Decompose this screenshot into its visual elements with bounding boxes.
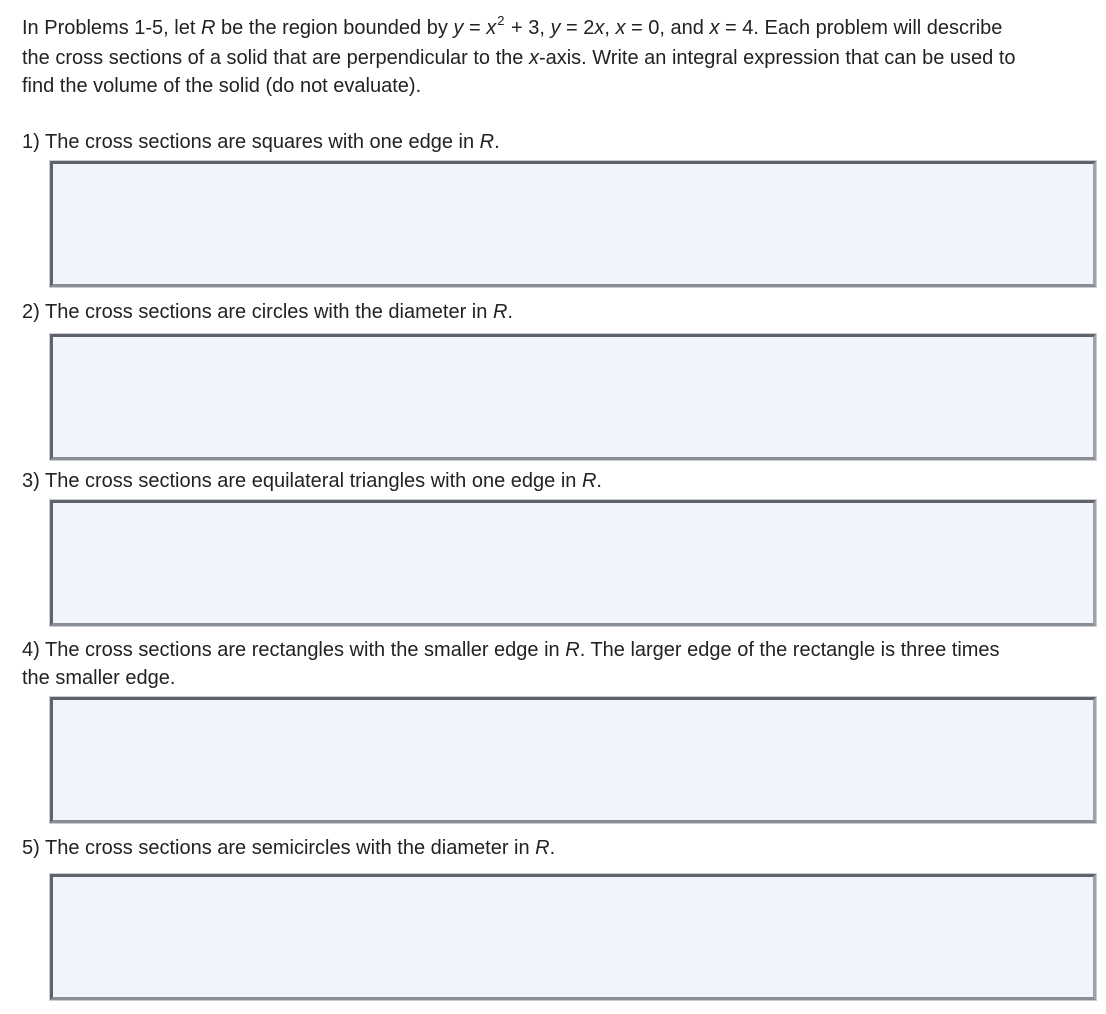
question-4-prompt: 4) The cross sections are rectangles with the smaller edge in R. The larger edge of the rectangle is three times the smaller edge.: [22, 639, 1000, 689]
intro-text: =: [463, 17, 487, 39]
intro-text: = 4. Each problem will describe the cross sections of a solid that are perpendicular to the: [22, 17, 1003, 69]
intro-var-x: x: [528, 47, 539, 69]
question-4-answer-input[interactable]: [50, 697, 1096, 823]
intro-text: be the region bounded by: [215, 17, 454, 39]
question-2-prompt: 2) The cross sections are circles with the diameter in R.: [22, 301, 513, 323]
intro-text: In Problems 1-5, let: [22, 17, 201, 39]
intro-var-y: y: [550, 17, 561, 39]
question-1-prompt: 1) The cross sections are squares with one edge in R.: [22, 131, 500, 153]
intro-var-x: x: [594, 17, 605, 39]
intro-text: -axis. Write an integral expression that can be used to find the volume of the solid (do not evaluate).: [22, 47, 1016, 97]
question-5-answer-input[interactable]: [50, 874, 1096, 1000]
intro-text: = 0, and: [625, 17, 710, 39]
intro-var-x: x: [615, 17, 626, 39]
intro-var-y: y: [453, 17, 464, 39]
intro-var-r: R: [200, 17, 216, 39]
problem-instructions: [22, 14, 1022, 100]
intro-text: ,: [604, 17, 616, 39]
intro-text: + 3,: [505, 17, 551, 39]
intro-var-x: x: [709, 17, 720, 39]
question-3-answer-input[interactable]: [50, 500, 1096, 626]
question-2-answer-input[interactable]: [50, 334, 1096, 460]
intro-var-x: x: [486, 17, 497, 39]
intro-exponent: 2: [497, 13, 505, 28]
intro-text: = 2: [560, 17, 595, 39]
question-5-prompt: 5) The cross sections are semicircles with the diameter in R.: [22, 837, 556, 859]
question-1-answer-input[interactable]: [50, 161, 1096, 287]
question-3-prompt: 3) The cross sections are equilateral triangles with one edge in R.: [22, 470, 602, 492]
